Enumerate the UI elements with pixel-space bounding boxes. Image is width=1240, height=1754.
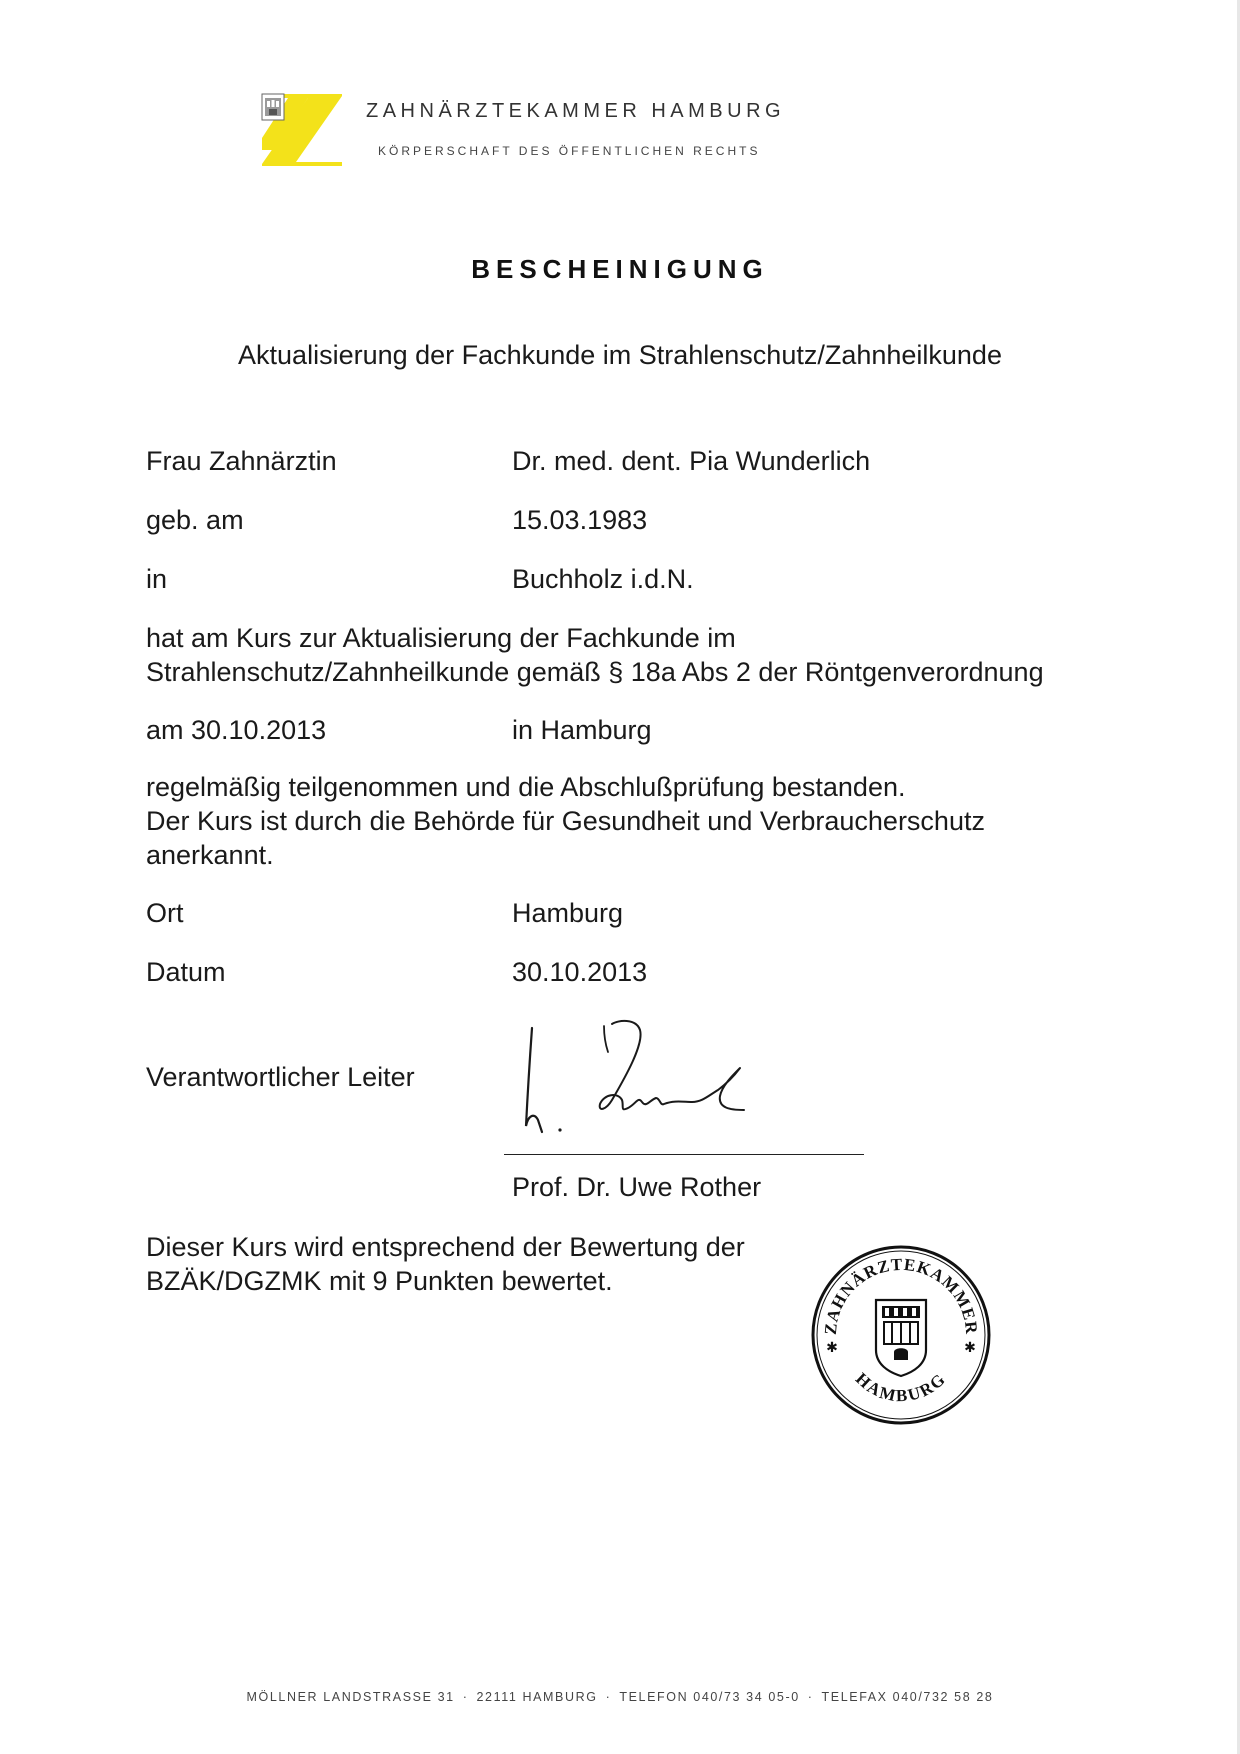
course-date: am 30.10.2013 <box>146 715 327 745</box>
course-text-line2: Strahlenschutz/Zahnheilkunde gemäß § 18a Abs 2 der Röntgenverordnung <box>146 657 1044 687</box>
points-text-line2: BZÄK/DGZMK mit 9 Punkten bewertet. <box>146 1266 613 1296</box>
svg-text:✱: ✱ <box>964 1339 976 1355</box>
course-place: in Hamburg <box>512 715 652 745</box>
official-stamp-seal <box>806 1240 996 1430</box>
datum-label: Datum <box>146 957 226 987</box>
ort-value: Hamburg <box>512 898 624 928</box>
datum-value: 30.10.2013 <box>512 957 648 987</box>
organization-subtitle: KÖRPERSCHAFT DES ÖFFENTLICHEN RECHTS <box>378 144 761 158</box>
footer-phone: TELEFON 040/73 34 05-0 <box>619 1690 800 1704</box>
result-text-line3: anerkannt. <box>146 840 274 870</box>
document-title: BESCHEINIGUNG <box>471 254 769 284</box>
handwritten-signature <box>508 1016 808 1146</box>
svg-text:ZAHNÄRZTEKAMMER: ZAHNÄRZTEKAMMER <box>820 1254 982 1336</box>
svg-text:HAMBURG: HAMBURG <box>851 1368 951 1406</box>
footer-separator: · <box>807 1690 814 1704</box>
leader-name: Prof. Dr. Uwe Rother <box>512 1172 762 1202</box>
footer-city: 22111 HAMBURG <box>476 1690 598 1704</box>
signature-line <box>504 1154 864 1155</box>
birth-value: 15.03.1983 <box>512 505 648 535</box>
document-subtitle: Aktualisierung der Fachkunde im Strahlenschutz/Zahnheilkunde <box>238 340 1002 370</box>
course-text-line1: hat am Kurs zur Aktualisierung der Fachkunde im <box>146 623 736 653</box>
organization-name: ZAHNÄRZTEKAMMER HAMBURG <box>366 100 786 122</box>
person-value: Dr. med. dent. Pia Wunderlich <box>512 446 871 476</box>
footer-fax: TELEFAX 040/732 58 28 <box>821 1690 994 1704</box>
points-text-line1: Dieser Kurs wird entsprechend der Bewertung der <box>146 1232 745 1262</box>
result-text-line2: Der Kurs ist durch die Behörde für Gesundheit und Verbraucherschutz <box>146 806 985 836</box>
birth-label: geb. am <box>146 505 244 535</box>
footer-contact <box>0 1690 1240 1704</box>
zahnaerztekammer-logo-icon <box>260 92 344 168</box>
letterhead <box>260 92 900 172</box>
footer-separator: · <box>605 1690 612 1704</box>
svg-text:✱: ✱ <box>826 1339 838 1355</box>
footer-separator: · <box>462 1690 469 1704</box>
leader-label: Verantwortlicher Leiter <box>146 1062 415 1092</box>
place-value: Buchholz i.d.N. <box>512 564 694 594</box>
person-label: Frau Zahnärztin <box>146 446 337 476</box>
ort-label: Ort <box>146 898 184 928</box>
result-text-line1: regelmäßig teilgenommen und die Abschlußprüfung bestanden. <box>146 772 906 802</box>
place-label: in <box>146 564 168 594</box>
footer-address: MÖLLNER LANDSTRASSE 31 <box>246 1690 455 1704</box>
